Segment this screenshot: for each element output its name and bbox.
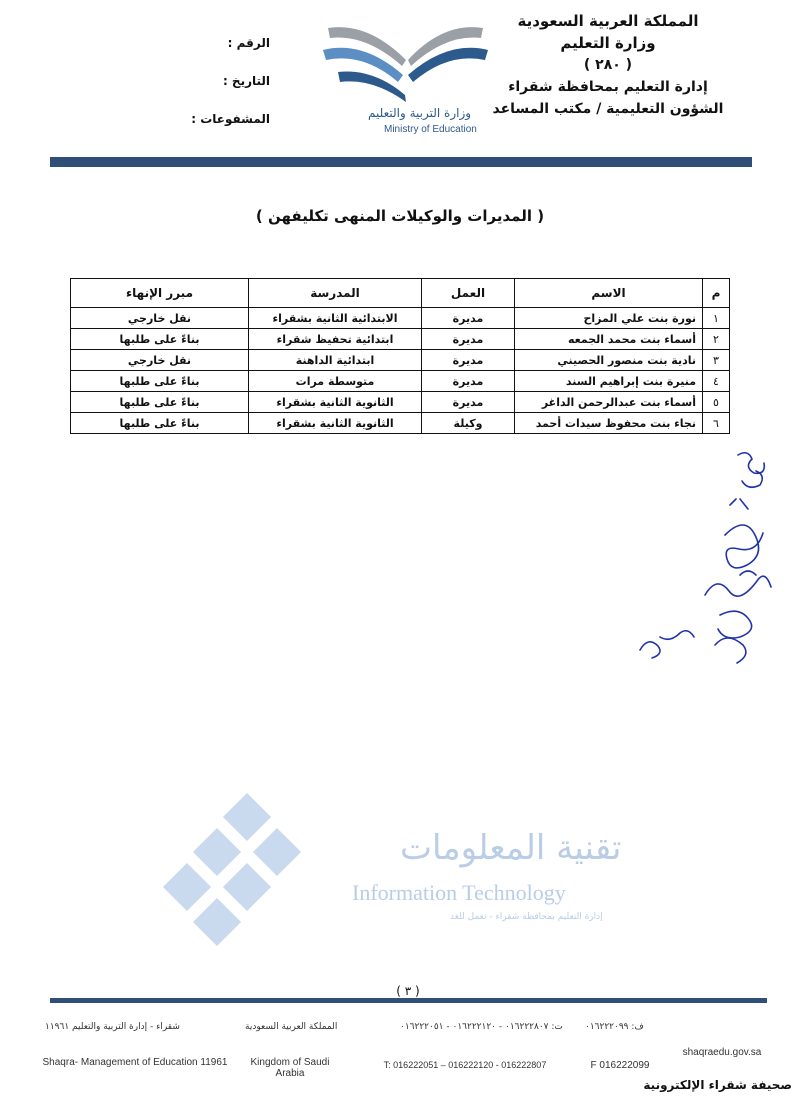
footer-website: shaqraedu.gov.sa — [682, 1047, 762, 1058]
row-reason: نقل خارجي — [71, 350, 249, 371]
kingdom-name: المملكة العربية السعودية — [517, 12, 699, 30]
book-logo-icon — [318, 20, 493, 110]
footer-phones-en: T: 016222051 – 016222120 - 016222807 — [383, 1060, 547, 1070]
col-name: الاسم — [515, 279, 703, 308]
row-school: الثانوية الثانية بشقراء — [249, 413, 422, 434]
row-name: أسماء بنت محمد الجمعه — [515, 329, 703, 350]
footer-phones-ar: ت: ٠١٦٢٢٢٨٠٧ - ٠١٦٢٢٢١٢٠ - ٠١٦٢٢٢٠٥١ — [400, 1022, 563, 1032]
table-row — [71, 350, 730, 371]
letterhead-authority — [488, 10, 728, 120]
col-school: المدرسة — [249, 279, 422, 308]
table-row — [71, 392, 730, 413]
footer-country-en: Kingdom of Saudi Arabia — [250, 1057, 330, 1079]
row-job: مديرة — [422, 350, 515, 371]
office-name: الشؤون التعليمية / مكتب المساعد — [492, 101, 724, 117]
principals-table — [70, 278, 730, 434]
row-school: الابتدائية الثانية بشقراء — [249, 308, 422, 329]
ministry-name: وزارة التعليم — [560, 34, 656, 52]
attachments-label: المشفوعات : — [191, 112, 270, 126]
row-job: وكيلة — [422, 413, 515, 434]
header-divider — [50, 157, 752, 167]
row-job: مديرة — [422, 392, 515, 413]
document-title: ( المديرات والوكيلات المنهى تكليفهن ) — [255, 207, 545, 225]
page-number: ( ٣ ) — [396, 984, 420, 998]
number-label: الرقم : — [227, 36, 270, 50]
footer-country-ar: المملكة العربية السعودية — [245, 1022, 338, 1032]
row-school: الثانوية الثانية بشقراء — [249, 392, 422, 413]
row-number: ١ — [703, 308, 730, 329]
row-name: نجاء بنت محفوظ سيدات أحمد — [515, 413, 703, 434]
reference-fields — [190, 24, 270, 138]
watermark-cubes-icon — [160, 780, 330, 950]
footer-fax-ar: ف: ٠١٦٢٢٢٠٩٩ — [585, 1022, 644, 1032]
row-name: منيرة بنت إبراهيم السند — [515, 371, 703, 392]
table-row — [71, 308, 730, 329]
col-number: م — [703, 279, 730, 308]
department-name: إدارة التعليم بمحافظة شقراء — [508, 79, 708, 95]
row-school: متوسطة مرات — [249, 371, 422, 392]
footer-address-en: Shaqra- Management of Education 11961 — [42, 1057, 228, 1068]
row-number: ٢ — [703, 329, 730, 350]
table-row — [71, 371, 730, 392]
reference-code: ( ٢٨٠ ) — [583, 57, 633, 73]
row-job: مديرة — [422, 308, 515, 329]
logo-arabic-text: وزارة التربية والتعليم — [368, 106, 472, 120]
row-name: نادية بنت منصور الحصيني — [515, 350, 703, 371]
row-job: مديرة — [422, 371, 515, 392]
row-reason: بناءً على طلبها — [71, 371, 249, 392]
handwritten-signatures — [630, 445, 780, 685]
row-reason: بناءً على طلبها — [71, 413, 249, 434]
row-reason: بناءً على طلبها — [71, 392, 249, 413]
date-label: التاريخ : — [222, 74, 270, 88]
col-reason: مبرر الإنهاء — [71, 279, 249, 308]
it-watermark — [160, 780, 630, 950]
row-number: ٦ — [703, 413, 730, 434]
row-school: ابتدائية تحفيظ شقراء — [249, 329, 422, 350]
footer-fax-en: F 016222099 — [590, 1060, 650, 1071]
row-number: ٣ — [703, 350, 730, 371]
row-name: نورة بنت علي المزاح — [515, 308, 703, 329]
row-number: ٥ — [703, 392, 730, 413]
watermark-english: Information Technology — [352, 880, 566, 905]
footer-divider — [50, 998, 767, 1003]
row-reason: نقل خارجي — [71, 308, 249, 329]
row-job: مديرة — [422, 329, 515, 350]
col-job: العمل — [422, 279, 515, 308]
watermark-slogan: إدارة التعليم بمحافظة شقراء - نعمل للغد — [450, 912, 603, 922]
table-row — [71, 413, 730, 434]
logo-english-text: Ministry of Education — [384, 124, 477, 135]
table-row — [71, 329, 730, 350]
footer-address-ar: شقراء - إدارة التربية والتعليم ١١٩٦١ — [45, 1022, 180, 1032]
row-school: ابتدائية الداهنة — [249, 350, 422, 371]
table-header-row — [71, 279, 730, 308]
ministry-logo — [318, 20, 493, 140]
row-name: أسماء بنت عبدالرحمن الداغر — [515, 392, 703, 413]
row-reason: بناءً على طلبها — [71, 329, 249, 350]
row-number: ٤ — [703, 371, 730, 392]
source-caption: صحيفة شقراء الإلكترونية — [643, 1078, 792, 1092]
watermark-arabic: تقنية المعلومات — [400, 828, 622, 868]
